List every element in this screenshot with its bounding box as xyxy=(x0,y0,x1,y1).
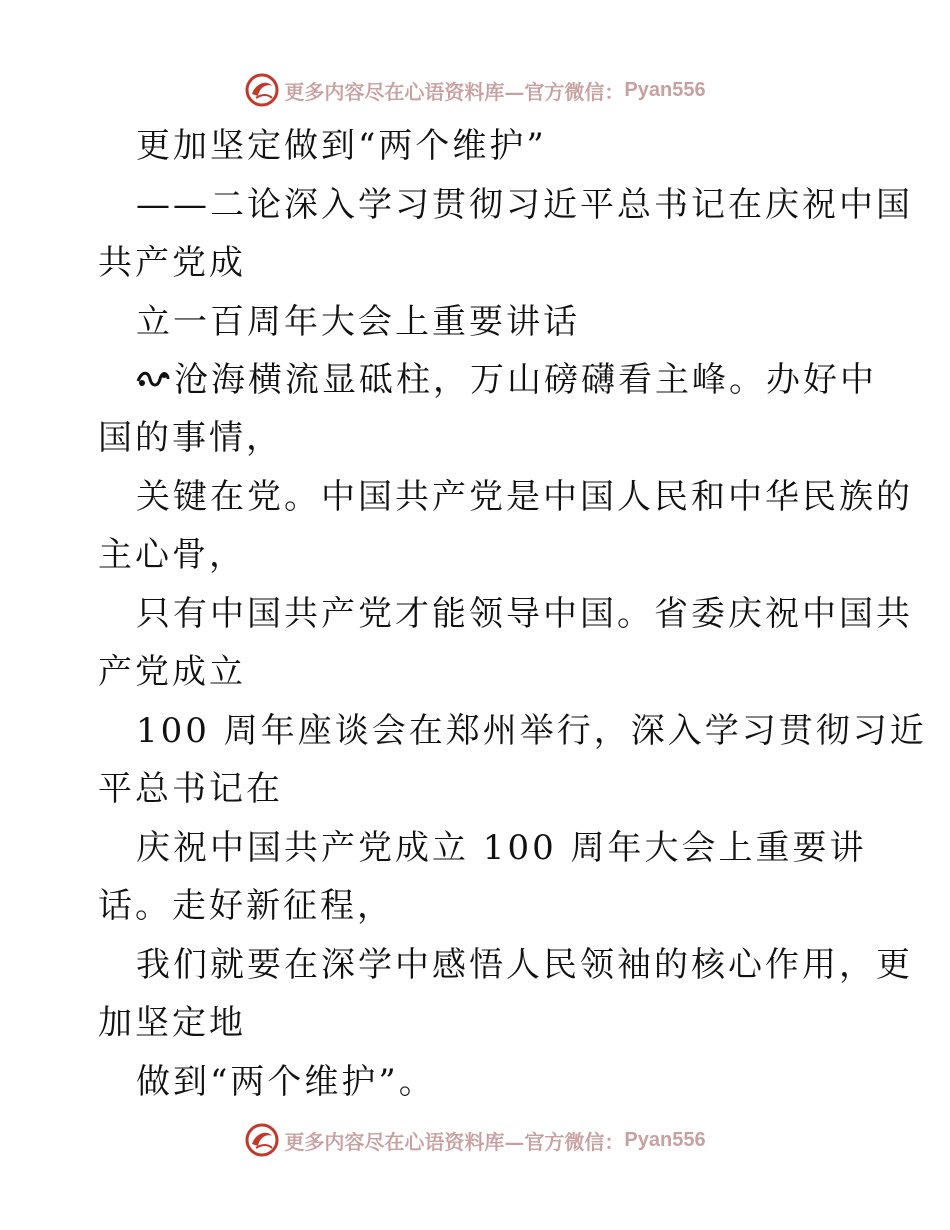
red-swirl-logo-icon xyxy=(244,1122,280,1158)
wave-ornament-icon xyxy=(136,362,174,402)
subtitle-line: 立一百周年大会上重要讲话 xyxy=(136,302,580,342)
subtitle-line: ——二论深入学习贯彻习近平总书记在庆祝中国 xyxy=(136,185,913,225)
subtitle-line: 共产党成 xyxy=(98,243,246,283)
header-watermark xyxy=(0,70,950,110)
paragraph-text: 沧海横流显砥柱，万山磅礴看主峰。办好中 xyxy=(174,360,877,400)
paragraph-line: 主心骨， xyxy=(98,535,246,575)
paragraph-line: 100 周年座谈会在郑州举行，深入学习贯彻习近 xyxy=(136,711,927,751)
paragraph-line: 只有中国共产党才能领导中国。省委庆祝中国共 xyxy=(136,594,913,634)
paragraph-line: 国的事情， xyxy=(98,418,283,458)
watermark-wechat-id: Pyan556 xyxy=(624,78,706,101)
footer-watermark xyxy=(0,1120,950,1160)
watermark-text: 更多内容尽在心语资料库—官方微信： xyxy=(284,1129,625,1154)
watermark-text: 更多内容尽在心语资料库—官方微信： xyxy=(284,79,625,104)
document-title: 更加坚定做到“两个维护” xyxy=(136,126,547,166)
paragraph-line: 平总书记在 xyxy=(98,769,283,809)
paragraph-line: 做到“两个维护”。 xyxy=(136,1062,436,1102)
paragraph-line: 加坚定地 xyxy=(98,1003,246,1043)
paragraph-line: 我们就要在深学中感悟人民领袖的核心作用，更 xyxy=(136,945,913,985)
paragraph-line: 话。走好新征程， xyxy=(98,886,394,926)
red-swirl-logo-icon xyxy=(244,72,280,108)
paragraph-line xyxy=(136,360,877,402)
watermark-wechat-id: Pyan556 xyxy=(624,1128,706,1151)
paragraph-line: 产党成立 xyxy=(98,652,246,692)
paragraph-line: 庆祝中国共产党成立 100 周年大会上重要讲 xyxy=(136,828,867,868)
paragraph-line: 关键在党。中国共产党是中国人民和中华民族的 xyxy=(136,477,913,517)
